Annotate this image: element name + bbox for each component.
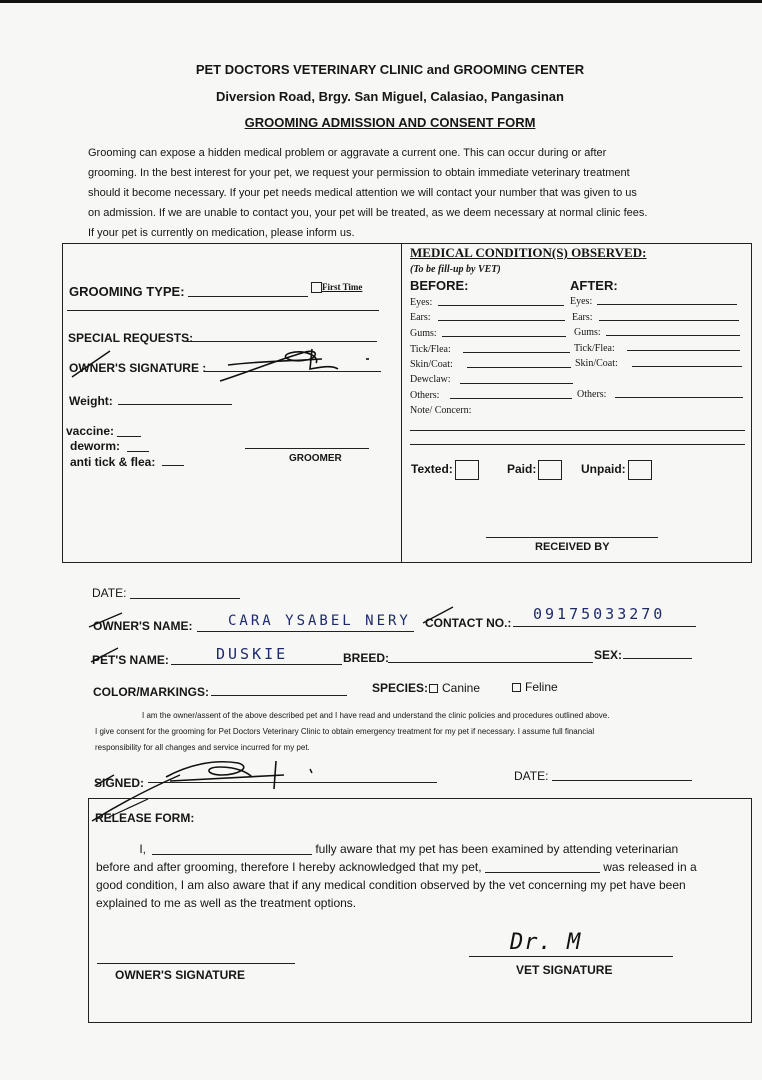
owners-name-strike [86,610,126,630]
release-line-3: good condition, I am also aware that if any medical condition observed by the vet concerning my pet have been [96,878,686,892]
sex-field[interactable] [623,658,692,659]
feline-checkbox[interactable] [512,683,521,692]
before-eyes-label: Eyes: [410,297,433,308]
before-skincoat-label: Skin/Coat: [410,359,453,370]
before-ears-field[interactable] [438,320,565,321]
owner-signature-scribble [70,345,370,393]
owner-signature-label: OWNER'S SIGNATURE : [69,361,207,375]
before-dewclaw-label: Dewclaw: [410,374,451,385]
first-time-option[interactable] [311,282,362,293]
after-skincoat-field[interactable] [632,366,742,367]
form-title: GROOMING ADMISSION AND CONSENT FORM [244,115,536,130]
weight-label: Weight: [69,394,113,408]
after-others-field[interactable] [615,397,743,398]
deworm-field[interactable] [127,451,149,452]
groomer-label: GROOMER [289,453,342,464]
consent-date-field[interactable] [552,780,692,781]
before-tickflea-field[interactable] [463,352,570,353]
pets-name-field[interactable] [171,664,342,665]
release-text-2a: before and after grooming, therefore I hereby acknowledged that my pet, [96,860,482,874]
release-line-2 [96,858,756,876]
weight-field[interactable] [118,404,232,405]
after-eyes-label: Eyes: [570,296,593,307]
first-time-checkbox[interactable] [311,282,322,293]
intro-paragraph [88,143,698,243]
species-label: SPECIES: [372,681,429,695]
consent-line-2: I give consent for the grooming for Pet Doctors Veterinary Clinic to obtain emergency treatment for my pet if necessary. I assume full financial [95,727,595,736]
anti-tick-label: anti tick & flea: [70,455,156,469]
release-pet-field[interactable] [485,872,600,873]
texted-checkbox[interactable] [455,460,479,480]
after-gums-label: Gums: [574,327,601,338]
color-markings-label: COLOR/MARKINGS: [93,685,209,699]
feline-option[interactable] [512,680,558,694]
before-heading: BEFORE: [410,278,469,293]
first-time-label: First Time [322,282,363,292]
release-title-strike [106,796,152,820]
anti-tick-field[interactable] [162,465,184,466]
date-field[interactable] [130,598,240,599]
release-owner-signature-label: OWNER'S SIGNATURE [115,968,245,982]
vet-signature-field[interactable] [469,956,673,957]
release-line-4: explained to me as well as the treatment options. [96,896,357,910]
breed-field[interactable] [388,662,593,663]
grooming-type-line-2[interactable] [67,310,379,311]
before-ears-label: Ears: [410,312,431,323]
before-others-label: Others: [410,390,440,401]
after-tickflea-field[interactable] [627,350,740,351]
after-gums-field[interactable] [606,335,740,336]
received-by-label: RECEIVED BY [535,541,610,553]
intro-line: on admission. If we are unable to contact you, your pet will be treated, as we deem necessary at normal clinic fees. [88,207,648,219]
before-skincoat-field[interactable] [467,367,571,368]
paid-option[interactable] [507,460,562,480]
before-dewclaw-field[interactable] [460,383,573,384]
special-requests-label: SPECIAL REQUESTS: [68,331,194,345]
note-concern-label: Note/ Concern: [410,405,472,416]
before-gums-field[interactable] [442,336,566,337]
intro-line: If your pet is currently on medication, please inform us. [88,227,355,239]
vet-initials: Dr. M [510,930,582,955]
column-divider [401,243,402,563]
release-text-1: fully aware that my pet has been examined by attending veterinarian [315,842,679,856]
deworm-label: deworm: [70,439,121,453]
pets-name-value: DUSKIE [216,645,289,663]
paid-checkbox[interactable] [538,460,562,480]
vaccine-label: vaccine: [66,424,115,438]
special-requests-field[interactable] [185,341,377,342]
owners-name-field[interactable] [197,631,414,632]
intro-line: grooming. In the best interest for your pet, we request your permission to obtain immediate veterinary treatment [88,167,630,179]
texted-option[interactable] [411,460,479,480]
grooming-type-label: GROOMING TYPE: [69,284,185,299]
date-label: DATE: [92,586,127,600]
note-line-2[interactable] [410,444,745,445]
vet-fill-note: (To be fill-up by VET) [410,264,501,275]
canine-option[interactable] [429,681,480,695]
unpaid-option[interactable] [581,460,652,480]
texted-label: Texted: [411,462,453,477]
intro-line: Grooming can expose a hidden medical problem or aggravate a current one. This can occur during or after [88,147,607,159]
breed-label: BREED: [343,651,390,665]
before-others-field[interactable] [450,398,572,399]
scan-edge [0,0,762,3]
vaccine-field[interactable] [117,436,141,437]
consent-line-1: I am the owner/assent of the above described pet and I have read and understand the clinic policies and procedures outlined above. [142,711,610,720]
release-name-field[interactable] [152,854,312,855]
pets-name-label: PET'S NAME: [92,653,169,667]
before-eyes-field[interactable] [438,305,564,306]
owners-name-value: CARA YSABEL NERY [228,613,411,629]
after-heading: AFTER: [570,278,618,293]
release-text-2b: was released in a [603,860,697,874]
after-ears-field[interactable] [599,320,739,321]
vet-signature-label: VET SIGNATURE [516,963,613,977]
pets-name-strike [88,645,122,665]
contact-field[interactable] [513,626,696,627]
unpaid-checkbox[interactable] [628,460,652,480]
medical-condition-title: MEDICAL CONDITION(S) OBSERVED: [410,245,647,260]
release-line-1 [96,840,756,858]
release-form-title: RELEASE FORM: [95,811,195,825]
after-eyes-field[interactable] [597,304,737,305]
before-tickflea-label: Tick/Flea: [410,344,451,355]
before-gums-label: Gums: [410,328,437,339]
feline-label: Feline [525,680,558,694]
consent-line-3: responsibility for all changes and service incurred for my pet. [95,743,310,752]
color-markings-field[interactable] [211,695,347,696]
after-skincoat-label: Skin/Coat: [575,358,618,369]
contact-label: CONTACT NO.: [425,616,512,630]
clinic-address: Diversion Road, Brgy. San Miguel, Calasiao, Pangasinan [216,89,564,104]
grooming-type-field[interactable] [188,296,308,297]
sex-label: SEX: [594,648,623,662]
contact-value: 09175033270 [533,605,666,623]
release-text [96,840,756,912]
release-owner-signature-field[interactable] [97,963,295,964]
after-others-label: Others: [577,389,607,400]
canine-label: Canine [442,681,481,695]
after-tickflea-label: Tick/Flea: [574,343,615,354]
owners-name-label: OWNER'S NAME: [93,619,193,633]
unpaid-label: Unpaid: [581,462,626,477]
signed-label: SIGNED: [94,776,145,790]
clinic-name: PET DOCTORS VETERINARY CLINIC and GROOMING CENTER [195,62,585,77]
groomer-signature-field[interactable] [245,448,369,449]
intro-line: should it become necessary. If your pet needs medical attention we will contact your number that was given to us [88,187,637,199]
canine-checkbox[interactable] [429,684,438,693]
contact-strike [420,604,456,626]
consent-date-label: DATE: [514,769,549,783]
after-ears-label: Ears: [572,312,593,323]
received-by-field[interactable] [486,537,658,538]
note-line-1[interactable] [410,430,745,431]
release-i: I, [139,842,146,856]
paid-label: Paid: [507,462,537,477]
